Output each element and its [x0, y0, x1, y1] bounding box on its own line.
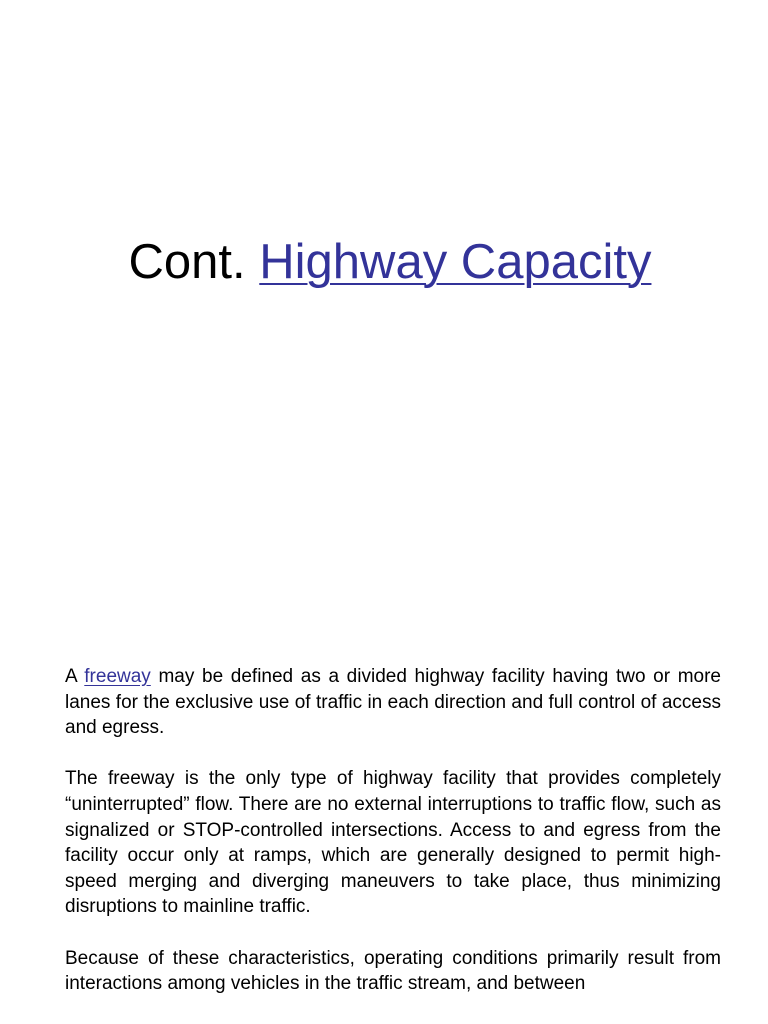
paragraph-text: may be defined as a divided highway facility having two or more lanes for the exclusive use of traffic in each direction and full control of access and egress. [65, 666, 721, 739]
paragraph-uninterrupted-flow: The freeway is the only type of highway facility that provides completely “uninterrupted” flow. There are no external interruptions to traffic flow, such as signalized or STOP-controlled intersections. Access to and egress from the facility occur only at ramps, which are generally designed to permit high-speed merging and diverging maneuvers to take place, thus minimizing disruptions to mainline traffic. [65, 768, 721, 918]
paragraph-text: A [65, 666, 85, 687]
paragraph-operating-conditions: Because of these characteristics, operating conditions primarily result from interactions among vehicles in the traffic stream, and between [65, 947, 721, 995]
freeway-link[interactable]: freeway [84, 666, 151, 687]
body-text [65, 664, 721, 1022]
title-prefix: Cont. [128, 235, 260, 289]
slide-title [0, 232, 768, 292]
highway-capacity-link[interactable]: Highway Capacity [259, 235, 652, 289]
paragraph-freeway-definition [65, 664, 721, 741]
